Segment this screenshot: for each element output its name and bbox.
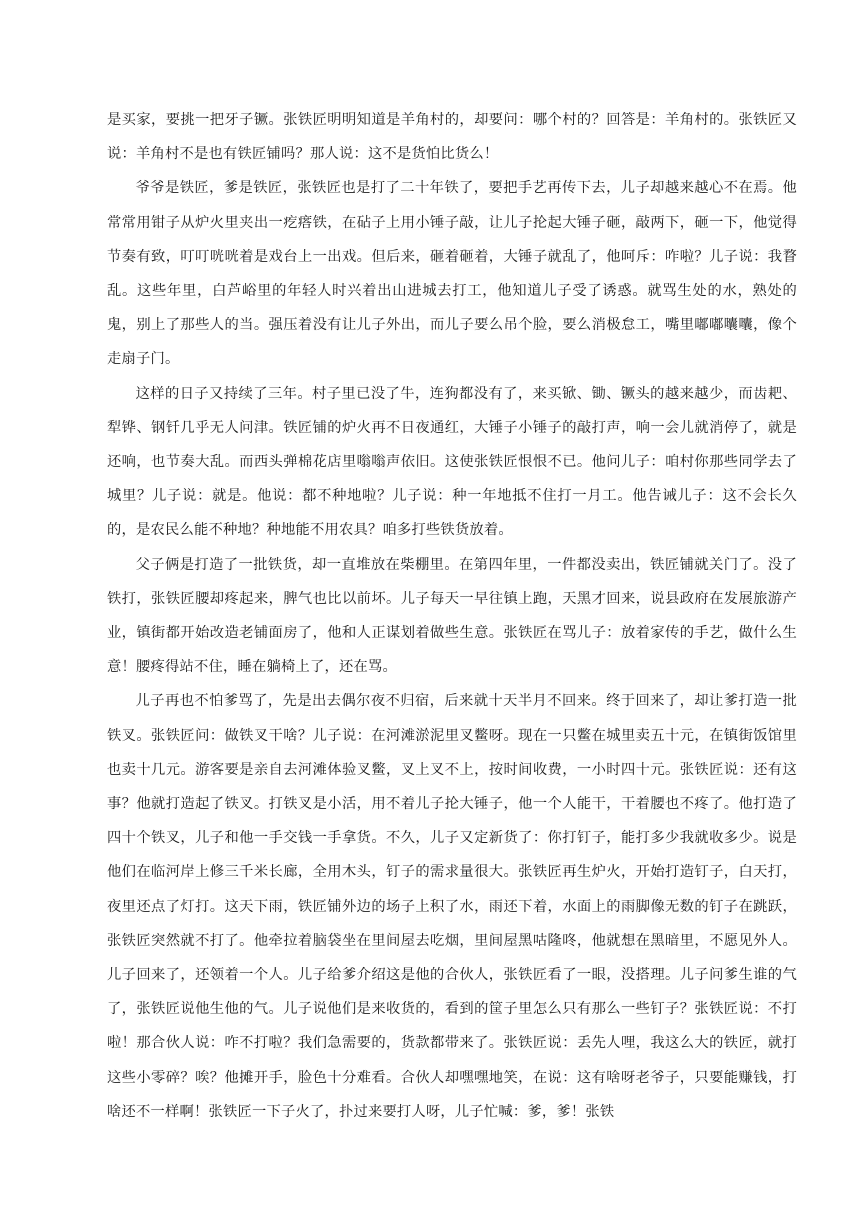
paragraph-2: 爷爷是铁匠，爹是铁匠，张铁匠也是打了二十年铁了，要把手艺再传下去，儿子却越来越心不在焉。他常常用钳子从炉火里夹出一疙瘩铁，在砧子上用小锤子敲，让儿子抡起大锤子砸，敲两下，砸一下，他觉得节奏有致，叮叮咣咣着是戏台上一出戏。但后来，砸着砸着，大锤子就乱了，他呵斥：咋啦？儿子说：我瞀乱。这些年里，白芦峪里的年轻人时兴着出山进城去打工，他知道儿子受了诱惑。就骂生处的水，熟处的鬼，别上了那些人的当。强压着没有让儿子外出，而儿子要么吊个脸，要么消极怠工，嘴里嘟嘟囔囔，像个走扇子门。	[107, 180, 797, 368]
paragraph-1: 是买家，要挑一把牙子镢。张铁匠明明知道是羊角村的，却要问：哪个村的？回答是：羊角村的。张铁匠又说：羊角村不是也有铁匠铺吗？那人说：这不是货怕比货么！	[107, 112, 797, 163]
paragraph-4: 父子俩是打造了一批铁货，却一直堆放在柴棚里。在第四年里，一件都没卖出，铁匠铺就关门了。没了铁打，张铁匠腰却疼起来，脾气也比以前坏。儿子每天一早往镇上跑，天黑才回来，说县政府在发展旅游产业，镇街都开始改造老铺面房了，他和人正谋划着做些生意。张铁匠在骂儿子：放着家传的手艺，做什么生意！腰疼得站不住，睡在躺椅上了，还在骂。	[107, 556, 797, 676]
paragraph-5: 儿子再也不怕爹骂了，先是出去偶尔夜不归宿，后来就十天半月不回来。终于回来了，却让爹打造一批铁叉。张铁匠问：做铁叉干啥？儿子说：在河滩淤泥里叉鳖呀。现在一只鳖在城里卖五十元，在镇街饭馆里也卖十几元。游客要是亲自去河滩体验叉鳖，叉上叉不上，按时间收费，一小时四十元。张铁匠说：还有这事？他就打造起了铁叉。打铁叉是小活，用不着儿子抡大锤子，他一个人能干，干着腰也不疼了。他打造了四十个铁叉，儿子和他一手交钱一手拿货。不久，儿子又定新货了：你打钉子，能打多少我就收多少。说是他们在临河岸上修三千米长廊，全用木头，钉子的需求量很大。张铁匠再生炉火，开始打造钉子，白天打，夜里还点了灯打。这天下雨，铁匠铺外边的场子上积了水，雨还下着，水面上的雨脚像无数的钉子在跳跃，张铁匠突然就不打了。他牵拉着脑袋坐在里间屋去吃烟，里间屋黑咕隆咚，他就想在黑暗里，不愿见外人。儿子回来了，还领着一个人。儿子给爹介绍这是他的合伙人，张铁匠看了一眼，没搭理。儿子问爹生谁的气了，张铁匠说他生他的气。儿子说他们是来收货的，看到的筐子里怎么只有那么一些钉子？张铁匠说：不打啦！那合伙人说：咋不打啦？我们急需要的，货款都带来了。张铁匠说：丢先人哩，我这么大的铁匠，就打这些小零碎？唉？他摊开手，脸色十分难看。合伙人却嘿嘿地笑，在说：这有啥呀老爷子，只要能赚钱，打啥还不一样啊！张铁匠一下子火了，扑过来要打人呀，儿子忙喊：爹，爹！张铁	[107, 693, 797, 1120]
paragraph-3: 这样的日子又持续了三年。村子里已没了牛，连狗都没有了，来买锨、锄、镢头的越来越少，而齿耙、犁铧、钢钎几乎无人问津。铁匠铺的炉火再不日夜通红，大锤子小锤子的敲打声，响一会儿就消停了，就是还响，也节奏大乱。而西头弹棉花店里嗡嗡声依旧。这使张铁匠恨恨不已。他问儿子：咱村你那些同学去了城里？儿子说：就是。他说：都不种地啦？儿子说：种一年地抵不住打一月工。他告诫儿子：这不会长久的，是农民么能不种地？种地能不用农具？咱多打些铁货放着。	[107, 385, 797, 539]
document-body	[107, 103, 797, 1129]
